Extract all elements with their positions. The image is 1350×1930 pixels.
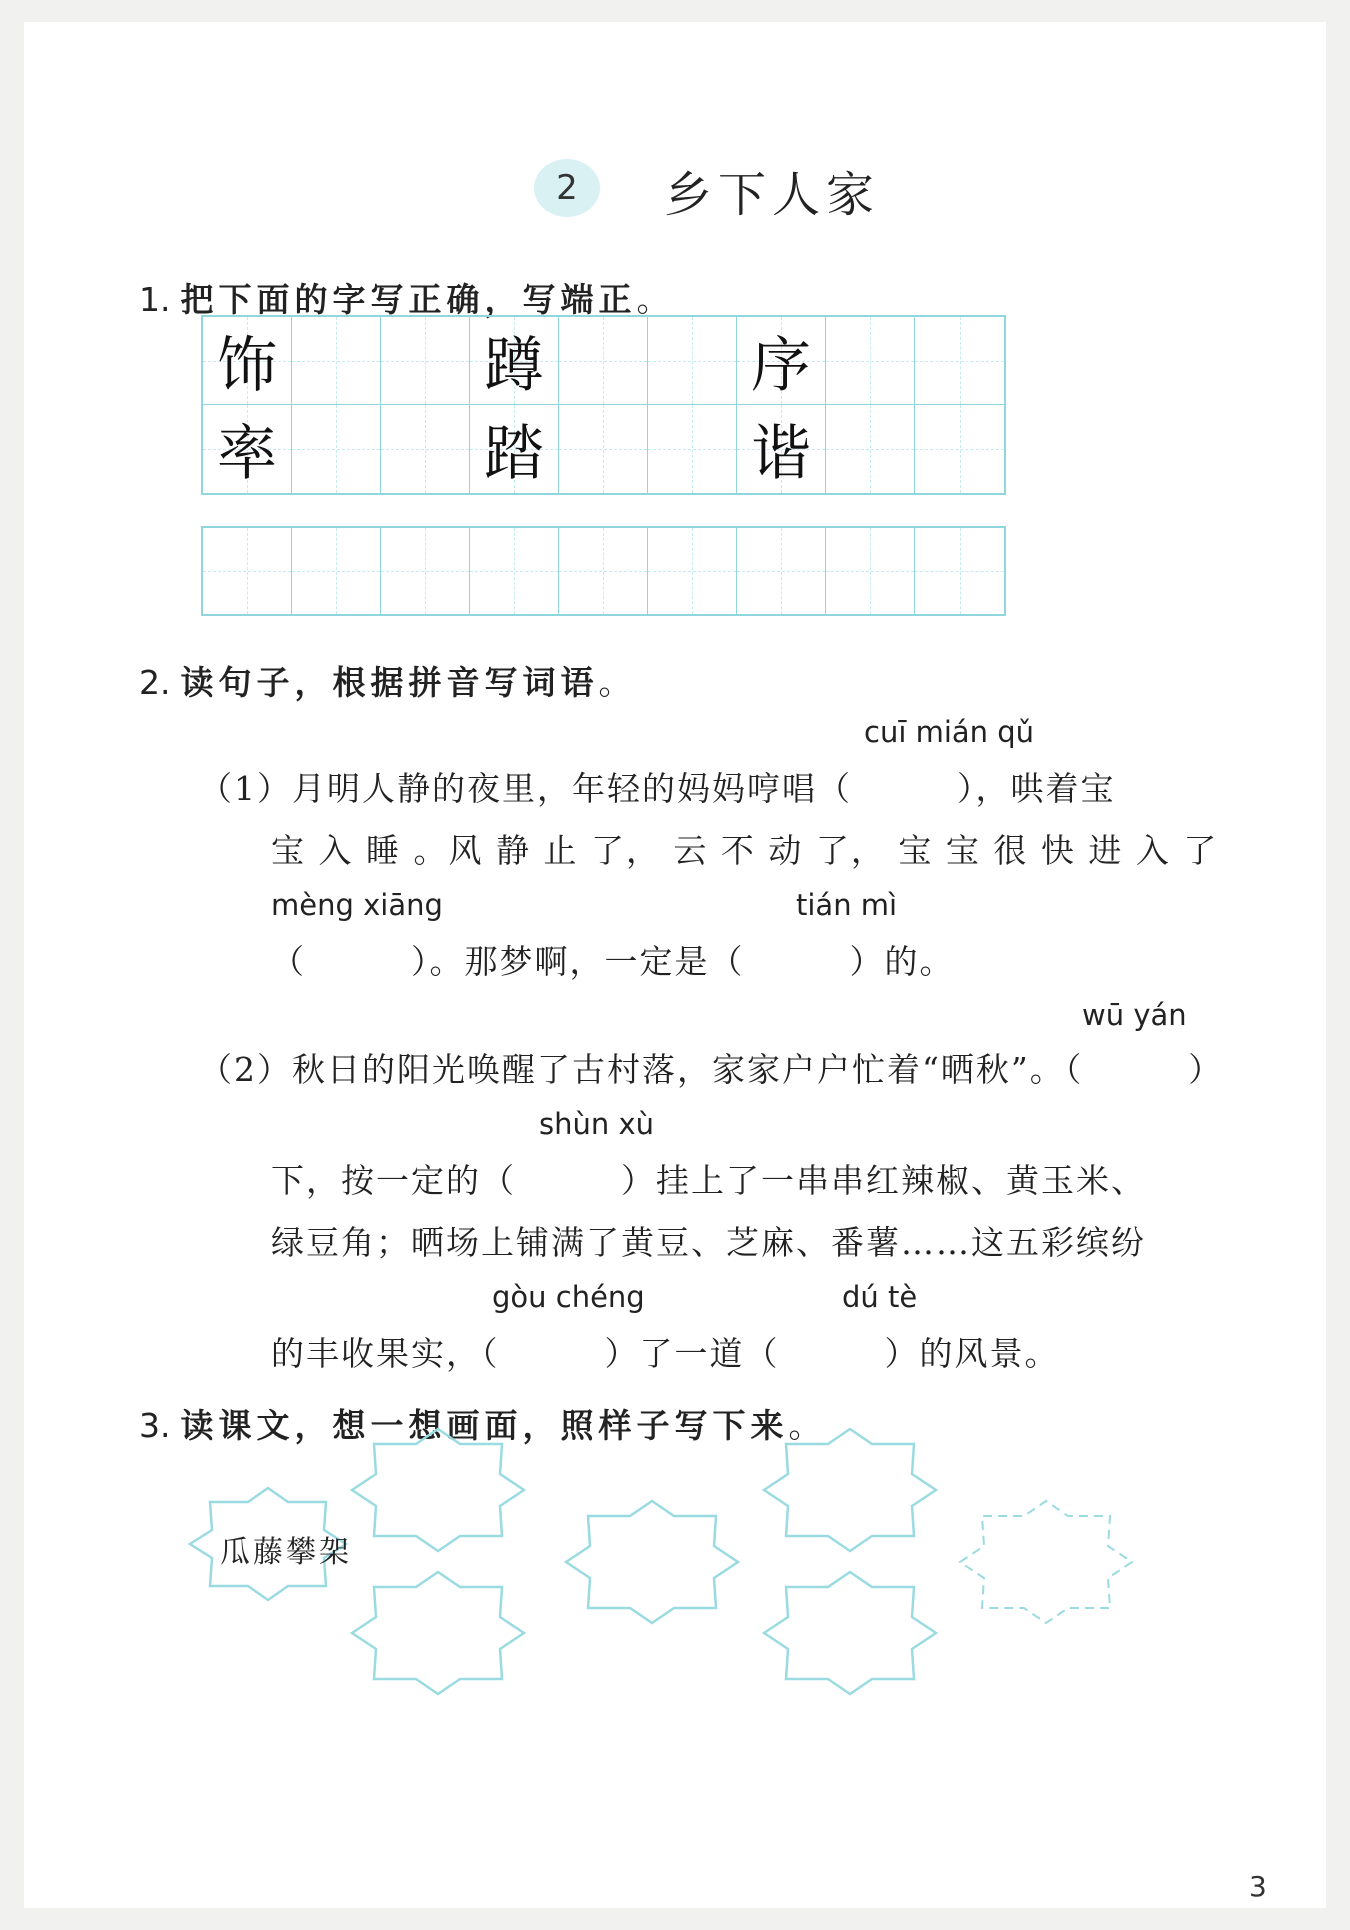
grid-cell[interactable] xyxy=(470,317,559,405)
section3-number: 3. xyxy=(139,1406,171,1445)
section2-end-mark: 。 xyxy=(598,663,637,702)
q2-line4: 的丰收果实，（ ）了一道（ ）的风景。 xyxy=(271,1334,1060,1373)
grid-cell[interactable] xyxy=(470,405,559,493)
pinyin-du-te: dú tè xyxy=(842,1280,918,1314)
badge-dashed xyxy=(960,1501,1132,1623)
q2-line1-text: 秋日的阳光唤醒了古村落，家家户户忙着“晒秋”。（ ） xyxy=(292,1050,1224,1089)
section2-heading-text: 读句子，根据拼音写词语 xyxy=(180,663,599,702)
pinyin-wu-yan: wū yán xyxy=(1082,998,1187,1032)
workbook-page xyxy=(24,22,1326,1908)
lesson-title: 乡下人家 xyxy=(664,167,881,223)
section2-number: 2. xyxy=(139,663,171,702)
section3-heading-text: 读课文，想一想画面，照样子写下来 xyxy=(180,1406,789,1445)
q2-label: （2） xyxy=(199,1050,292,1089)
pinyin-meng-xiang: mèng xiāng xyxy=(271,888,443,922)
grid-character: 饰 xyxy=(217,330,277,401)
badge-blank-2 xyxy=(352,1572,524,1694)
example-label: 瓜藤攀架 xyxy=(220,1535,352,1570)
q1-line3-text: 。那梦啊，一定是（ ）的。 xyxy=(429,942,955,981)
grid-character: 蹲 xyxy=(484,330,544,401)
grid-cell[interactable] xyxy=(737,317,826,405)
page-number: 3 xyxy=(1249,1870,1267,1903)
q1-line2: 宝 入 睡 。风 静 止 了， 云 不 动 了， 宝 宝 很 快 进 入 了 xyxy=(271,831,1219,870)
badge-blank-3 xyxy=(566,1501,738,1623)
badge-blank-4 xyxy=(764,1429,936,1551)
grid-cell[interactable] xyxy=(737,405,826,493)
mindmap-shapes xyxy=(24,22,1326,1908)
pinyin-gou-cheng: gòu chéng xyxy=(492,1280,645,1314)
q2-line3: 绿豆角；晒场上铺满了黄豆、芝麻、番薯……这五彩缤纷 xyxy=(271,1223,1146,1262)
q1-line1-text: 月明人静的夜里，年轻的妈妈哼唱（ ），哄着宝 xyxy=(292,769,1116,808)
section1-heading-text: 把下面的字写正确，写端正 xyxy=(180,280,637,319)
pinyin-shun-xu: shùn xù xyxy=(539,1107,655,1141)
lesson-number: 2 xyxy=(556,168,578,208)
grid-cell[interactable] xyxy=(203,405,292,493)
badge-blank-1 xyxy=(352,1429,524,1551)
section3-end-mark: 。 xyxy=(788,1406,827,1445)
section1-end-mark: 。 xyxy=(636,280,675,319)
pinyin-tian-mi: tián mì xyxy=(796,888,898,922)
grid-character: 谐 xyxy=(751,419,811,489)
badge-blank-5 xyxy=(764,1572,936,1694)
grid-character: 率 xyxy=(217,419,277,489)
grid-character: 踏 xyxy=(484,419,544,489)
q2-line2: 下，按一定的（ ）挂上了一串串红辣椒、黄玉米、 xyxy=(271,1161,1146,1200)
section1-number: 1. xyxy=(139,280,171,319)
grid-cell[interactable] xyxy=(203,317,292,405)
grid-character: 序 xyxy=(751,330,811,401)
q1-line3-blank: （ ） xyxy=(271,942,430,981)
q1-label: （1） xyxy=(199,769,292,808)
pinyin-cui-mian-qu: cuī mián qǔ xyxy=(864,715,1035,749)
